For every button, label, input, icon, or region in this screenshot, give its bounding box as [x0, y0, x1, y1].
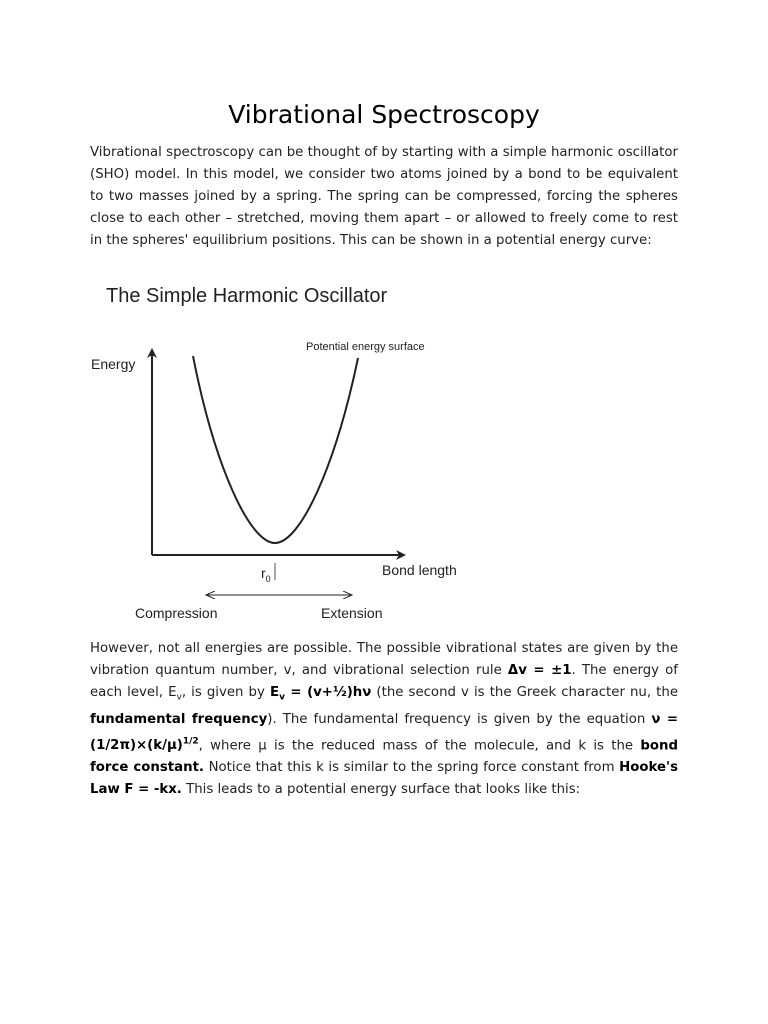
p2-text-6: , where μ is the reduced mass of the molecule, and k is the	[198, 738, 641, 754]
y-axis-label: Energy	[91, 356, 136, 372]
energy-levels-paragraph	[90, 638, 678, 801]
potential-energy-curve	[193, 356, 358, 543]
p2-text-8: This leads to a potential energy surface that looks like this:	[181, 782, 581, 798]
r0-letter: r	[261, 565, 266, 581]
p2-text-3: , is given by	[181, 685, 270, 700]
fundamental-frequency-term: fundamental frequency	[90, 711, 268, 727]
compression-label: Compression	[135, 605, 218, 621]
frequency-equation-exponent: 1/2	[182, 736, 199, 747]
r0-subscript: 0	[265, 574, 271, 584]
p2-text-2: . The energy of each level, E	[90, 663, 678, 700]
curve-label: Potential energy surface	[306, 341, 425, 353]
p2-text-5: ). The fundamental frequency is given by the equation	[267, 711, 652, 727]
energy-equation-sub: v	[279, 692, 285, 703]
figure-title: The Simple Harmonic Oscillator	[106, 285, 388, 307]
r0-label	[261, 565, 271, 584]
p2-subscript-v: v	[176, 692, 182, 703]
sho-figure	[90, 278, 490, 628]
energy-equation-e: E	[269, 685, 280, 700]
p2-text-4: (the second v is the Greek character nu, the	[371, 685, 678, 700]
energy-equation	[269, 685, 372, 703]
bond-force-constant-term: bond force constant.	[90, 738, 678, 776]
p2-text-7: Notice that this k is similar to the spring force constant from	[203, 760, 620, 776]
selection-rule: Δv = ±1	[507, 663, 572, 678]
x-axis-label: Bond length	[382, 562, 457, 578]
extension-label: Extension	[321, 605, 383, 621]
p2-text-1: However, not all energies are possible. The possible vibrational states are given by the vibration quantum number, v, and vibrational selection rule	[90, 641, 678, 678]
intro-paragraph: Vibrational spectroscopy can be thought of by starting with a simple harmonic oscillator (SHO) model. In this model, we consider two atoms joined by a bond to be equivalent to two masses joined by a spring. The spring can be compressed, forcing the spheres close to each other – stretched, moving them apart – or allowed to freely come to rest in the spheres' equilibrium positions. This can be shown in a potential energy curve:	[90, 145, 678, 248]
page-title: Vibrational Spectroscopy	[228, 100, 540, 129]
hookes-law-term: Hooke's Law F = -kx.	[90, 760, 678, 798]
energy-equation-rest: = (v+½)hν	[284, 685, 372, 700]
frequency-equation-main: ν = (1/2π)×(k/μ)	[90, 711, 679, 754]
sho-diagram	[90, 278, 490, 628]
